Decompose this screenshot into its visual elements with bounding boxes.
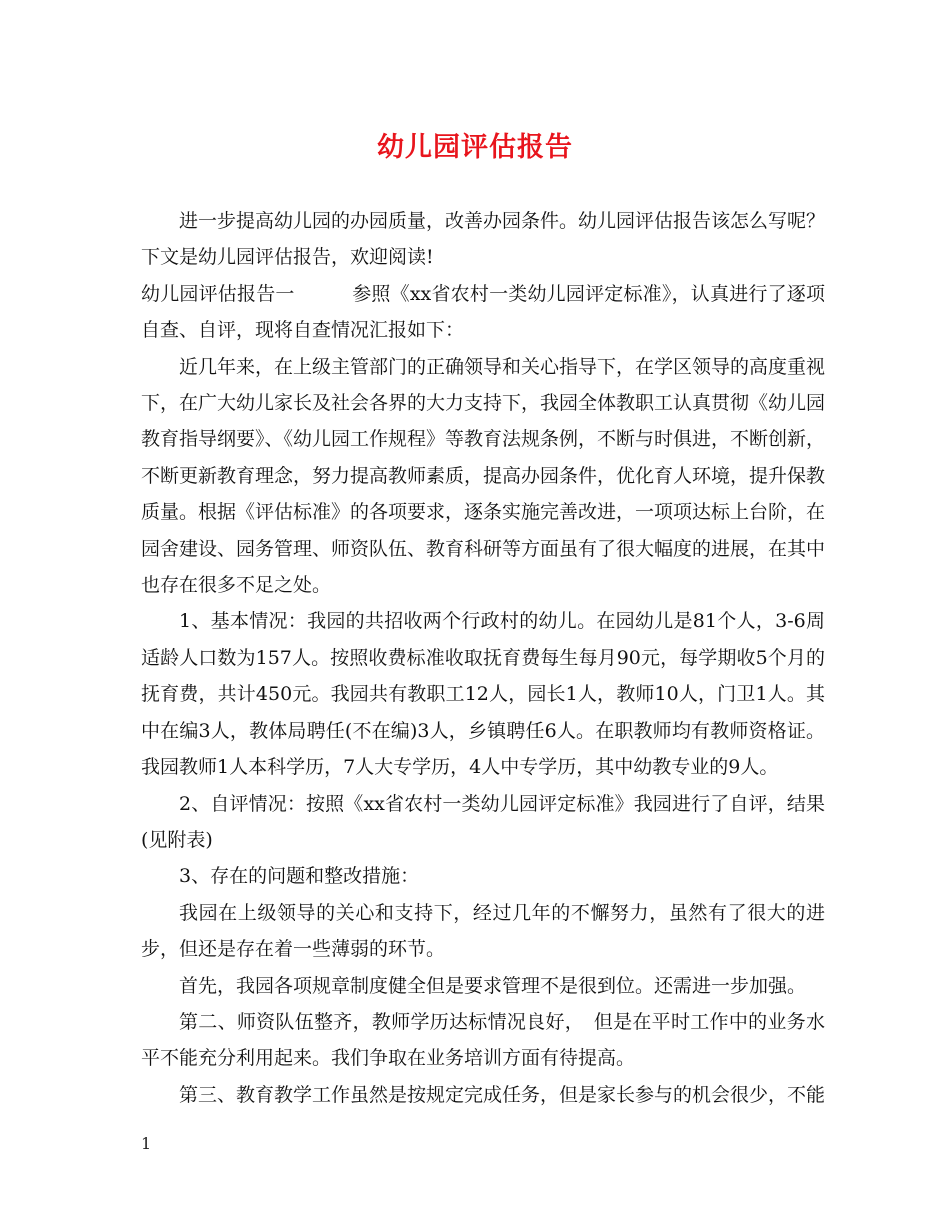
paragraph-problems-heading: 3、存在的问题和整改措施： xyxy=(179,865,420,888)
paragraph-intro: 进一步提高幼儿园的办园质量，改善办园条件。幼儿园评估报告该怎么写呢？下文是幼儿园评估报告，欢迎阅读! xyxy=(141,210,826,269)
paragraph-third-issue: 第三、教育教学工作虽然是按规定完成任务，但是家长参与的机会很少，不能 xyxy=(179,1083,826,1106)
paragraph-first-issue: 首先，我园各项规章制度健全但是要求管理不是很到位。还需进一步加强。 xyxy=(179,974,807,997)
page-number: 1 xyxy=(141,1134,152,1153)
paragraph-problems-intro: 我园在上级领导的关心和支持下，经过几年的不懈努力，虽然有了很大的进步，但还是存在着一些薄弱的环节。 xyxy=(141,901,825,961)
paragraph-self-evaluation: 2、自评情况：按照《xx省农村一类幼儿园评定标准》我园进行了自评，结果(见附表) xyxy=(141,792,825,851)
paragraph-overview: 近几年来，在上级主管部门的正确领导和关心指导下，在学区领导的高度重视下，在广大幼儿家长及社会各界的大力支持下，我园全体教职工认真贯彻《幼儿园教育指导纲要》、《幼儿园工作规程》等教育法规条例，不断与时俱进，不断创新，不断更新教育理念，努力提高教师素质，提高办园条件，优化育人环境，提升保教质量。根据《评估标准》的各项要求，逐条实施完善改进，一项项达标上台阶，在园舍建设、园务管理、师资队伍、教育科研等方面虽有了很大幅度的进展，在其中也存在很多不足之处。 xyxy=(141,355,826,597)
document-body xyxy=(141,203,825,1113)
paragraph-basic-info: 1、基本情况：我园的共招收两个行政村的幼儿。在园幼儿是81个人，3-6周适龄人口数为157人。按照收费标准收取抚育费每生每月90元，每学期收5个月的抚育费，共计450元。我园共有教职工12人，园长1人，教师10人，门卫1人。其中在编3人，教体局聘任(不在编)3人，乡镇聘任6人。在职教师均有教师资格证。我园教师1人本科学历，7人大专学历，4人中专学历，其中幼教专业的9人。 xyxy=(141,610,825,779)
document-title: 幼儿园评估报告 xyxy=(377,132,573,163)
paragraph-second-issue: 第二、师资队伍整齐，教师学历达标情况良好， 但是在平时工作中的业务水平不能充分利用起来。我们争取在业务培训方面有待提高。 xyxy=(141,1010,825,1070)
paragraph-report-one-heading: 幼儿园评估报告一 参照《xx省农村一类幼儿园评定标准》，认真进行了逐项自查、自评，现将自查情况汇报如下： xyxy=(141,282,825,342)
